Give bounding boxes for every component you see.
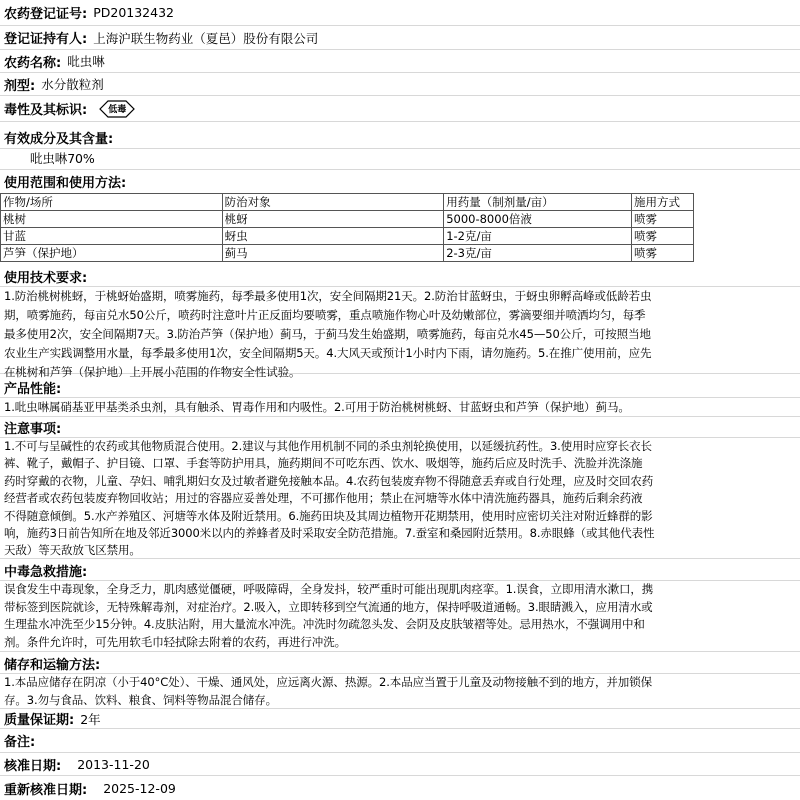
first-aid-line: 生理盐水冲洗至少15分钟。4.皮肤沾附，用大量流水冲洗。冲洗时勿疏忽头发、会阴及皮肤皱褶等处。忌用热水，不强调用中和 [4,617,645,631]
usage-cell: 甘蓝 [1,228,223,245]
approval-date-row [0,753,800,776]
usage-header-method: 施用方式 [632,194,694,211]
remarks-row [0,729,800,753]
technique-line: 期，喷雾施药，每亩兑水50公斤，喷药时注意叶片正反面均要喷雾，重点喷施作物心叶及幼嫩部位，雾滴要细并喷洒均匀，每季 [4,308,646,322]
active-ingredient-label: 有效成分及其含量: [4,131,114,147]
precautions-line: 裤、靴子，戴帽子、护目镜、口罩、手套等防护用具，施药期间不可吃东西、饮水、吸烟等，施药后应及时洗手、洗脸并洗涤施 [4,456,643,471]
usage-label: 使用范围和使用方法: [4,176,127,191]
technique-line: 农业生产实践调整用水量，每季最多使用1次，安全间隔期5天。4.大风天或预计1小时内下雨，请勿施药。5.在推广使用前，应先 [4,346,652,360]
technique-line: 最多使用2次，安全间隔期7天。3.防治芦笋（保护地）蓟马，于蓟马发生始盛期，喷雾施药，每亩兑水45—50公斤，可按照当地 [4,327,651,341]
toxicity-row [0,96,800,122]
approval-date-value: 2013-11-20 [77,756,150,772]
first-aid-line: 带标签到医院就诊，无特殊解毒剂，对症治疗。2.吸入，立即转移到空气流通的地方，保持呼吸道通畅。3.眼睛溅入，应用清水或 [4,599,653,614]
storage-label: 储存和运输方法: [4,657,101,673]
usage-header-dosage: 用药量（制剂量/亩） [444,194,632,211]
formulation-value: 水分散粒剂 [41,77,104,92]
holder-row [0,26,800,50]
shelf-life-label: 质量保证期: [4,713,75,728]
low-toxicity-badge [97,99,137,119]
remarks-label: 备注: [4,735,36,750]
holder-value: 上海沪联生物药业（夏邑）股份有限公司 [93,30,319,46]
storage-line: 1.本品应储存在阴凉（小于40°C处）、干燥、通风处，应远离火源、热源。2.本品应当置于儿童及动物接触不到的地方，并加锁保 [4,675,653,689]
first-aid-paragraph [0,580,800,652]
shelf-life-value: 2年 [80,711,101,727]
technique-label: 使用技术要求: [4,270,88,286]
precautions-line: 1.不可与呈碱性的农药或其他物质混合使用。2.建议与其他作用机制不同的杀虫剂轮换使用，以延缓抗药性。3.使用时应穿长衣长 [4,439,652,453]
first-aid-line: 误食发生中毒现象，全身乏力，肌肉感觉僵硬，呼吸障碍，全身发抖，较严重时可能出现肌肉痉挛。1.误食，立即用清水漱口，携 [4,582,654,596]
usage-table-header [1,194,694,211]
technique-line: 在桃树和芦笋（保护地）上开展小范围的作物安全性试验。 [4,365,301,379]
reapproval-date-value: 2025-12-09 [103,780,176,796]
storage-paragraph [0,673,800,709]
toxicity-label: 毒性及其标识: [4,103,88,118]
usage-header-crop: 作物/场所 [1,194,223,211]
usage-cell: 桃树 [1,211,223,228]
usage-cell: 桃蚜 [222,211,444,228]
usage-cell: 蚜虫 [222,228,444,245]
precautions-label: 注意事项: [4,422,62,437]
usage-cell: 喷雾 [632,245,694,262]
first-aid-label: 中毒急救措施: [4,565,88,580]
usage-cell: 喷雾 [632,211,694,228]
precautions-line: 经营者或农药包装废弃物回收站；用过的容器应妥善处理，不可挪作他用；禁止在河塘等水体中清洗施药器具，施药后剩余药液 [4,491,643,506]
usage-cell: 喷雾 [632,228,694,245]
precautions-line: 响，施药3日前告知所在地及邻近3000米以内的养蜂者及时采取安全防范措施。7.蚕室和桑园附近禁用。8.赤眼蜂（或其他代表性 [4,526,655,541]
precautions-line: 药时穿戴的衣物，儿童、孕妇、哺乳期妇女及过敏者避免接触本品。4.农药包装废弃物不得随意丢弃或自行处理，应及时交回农药 [4,473,654,488]
usage-table [0,193,694,262]
holder-label: 登记证持有人: [4,32,88,47]
active-ingredient-value: 吡虫啉70% [0,148,800,170]
storage-line: 存。3.勿与食品、饮料、粮食、饲料等物品混合储存。 [4,692,277,707]
usage-cell: 蓟马 [222,245,444,262]
table-row [1,211,694,228]
name-row [0,50,800,73]
formulation-label: 剂型: [4,78,36,94]
usage-cell: 芦笋（保护地） [1,245,223,262]
registration-no-value: PD20132432 [93,5,174,20]
registration-no-row [0,0,800,26]
precautions-line: 天敌）等天敌放飞区禁用。 [4,543,141,558]
usage-cell: 5000-8000倍液 [444,211,632,228]
first-aid-line: 剂。条件允许时，可先用软毛巾轻拭除去附着的农药，再进行冲洗。 [4,634,346,649]
performance-label: 产品性能: [4,381,62,397]
usage-cell: 2-3克/亩 [444,245,632,262]
technique-paragraph [0,286,800,379]
reapproval-date-label: 重新核准日期: [4,782,88,798]
name-value: 吡虫啉 [67,54,105,69]
usage-header-target: 防治对象 [222,194,444,211]
shelf-life-row [0,709,800,729]
name-label: 农药名称: [4,55,62,71]
registration-no-label: 农药登记证号: [4,7,88,22]
table-row [1,228,694,245]
precautions-line: 不得随意倾倒。5.水产养殖区、河塘等水体及附近禁用。6.施药田块及其周边植物开花期禁用，使用时应密切关注对附近蜂群的影 [4,508,653,523]
table-row [1,245,694,262]
usage-cell: 1-2克/亩 [444,228,632,245]
approval-date-label: 核准日期: [4,758,62,774]
precautions-paragraph [0,437,800,559]
toxicity-badge-text: 低毒 [108,105,127,115]
performance-line: 1.吡虫啉属硝基亚甲基类杀虫剂，具有触杀、胃毒作用和内吸性。2.可用于防治桃树桃蚜、甘蓝蚜虫和芦笋（保护地）蓟马。 [4,400,630,414]
reapproval-date-row [0,776,800,800]
performance-paragraph [0,397,800,417]
formulation-row [0,73,800,96]
technique-line: 1.防治桃树桃蚜，于桃蚜始盛期，喷雾施药，每季最多使用1次，安全间隔期21天。2.防治甘蓝蚜虫，于蚜虫卵孵高峰或低龄若虫 [4,289,652,303]
